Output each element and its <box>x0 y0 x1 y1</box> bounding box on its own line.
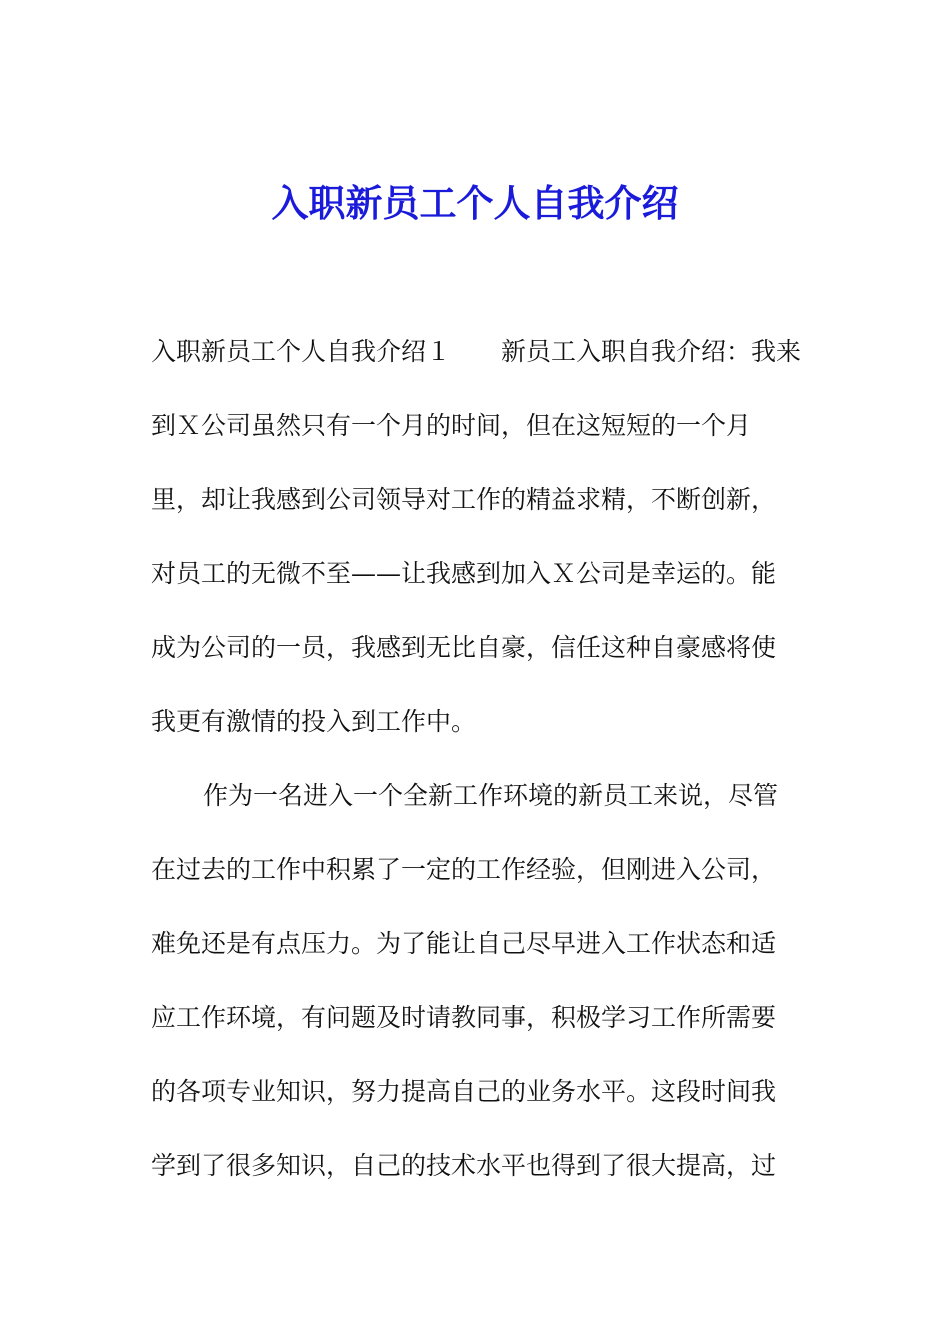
text-line: 对员工的无微不至——让我感到加入Ｘ公司是幸运的。能 <box>151 559 777 588</box>
text-line: 作为一名进入一个全新工作环境的新员工来说，尽管 <box>203 781 779 810</box>
text-line: 难免还是有点压力。为了能让自己尽早进入工作状态和适 <box>151 929 777 958</box>
text-line: 到Ｘ公司虽然只有一个月的时间，但在这短短的一个月 <box>151 411 752 440</box>
text-line: 应工作环境，有问题及时请教同事，积极学习工作所需要 <box>151 1003 777 1032</box>
text-line: 在过去的工作中积累了一定的工作经验，但刚进入公司， <box>151 855 777 884</box>
text-line: 里，却让我感到公司领导对工作的精益求精，不断创新， <box>151 485 777 514</box>
text-line: 的各项专业知识，努力提高自己的业务水平。这段时间我 <box>151 1077 777 1106</box>
text-line: 入职新员工个人自我介绍１ 新员工入职自我介绍：我来 <box>151 337 802 366</box>
document-title: 入职新员工个人自我介绍 <box>271 181 679 225</box>
text-line: 我更有激情的投入到工作中。 <box>151 707 477 736</box>
text-line: 成为公司的一员，我感到无比自豪，信任这种自豪感将使 <box>151 633 777 662</box>
text-line: 学到了很多知识，自己的技术水平也得到了很大提高，过 <box>151 1151 777 1180</box>
document-body <box>151 332 831 1220</box>
